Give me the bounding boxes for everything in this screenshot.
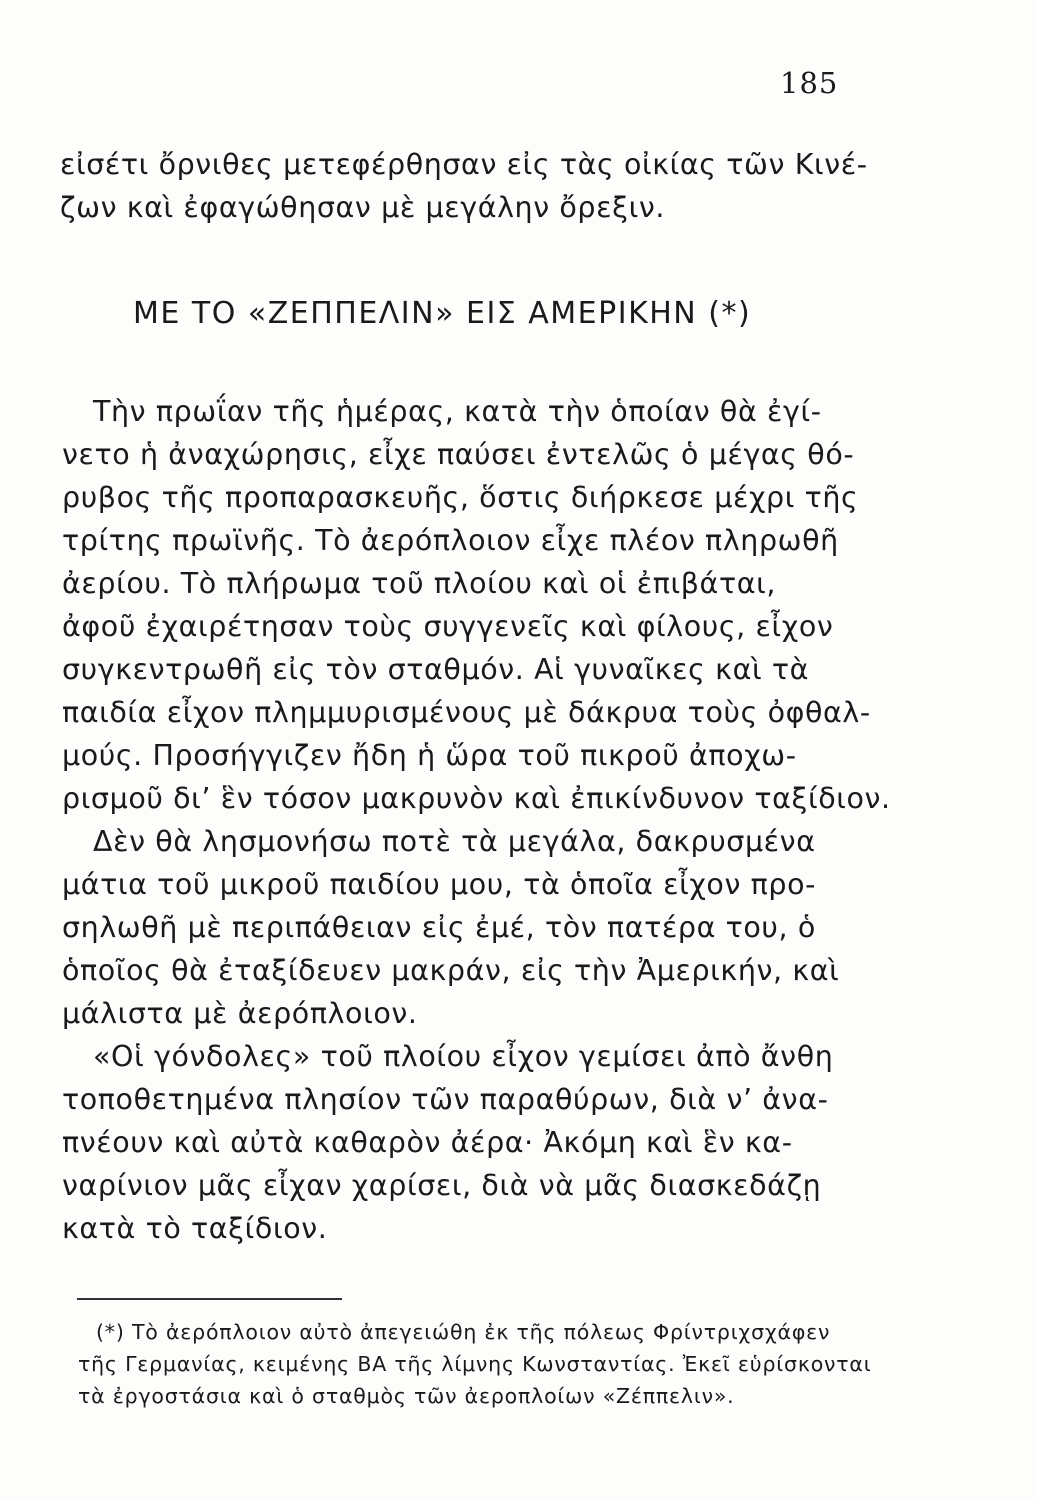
footnote-line: (*) Τὸ ἀερόπλοιον αὐτὸ ἀπεγειώθη ἐκ τῆς πόλεως Φρίντριχσχάφεν xyxy=(96,1320,831,1344)
section-heading: ΜΕ ΤΟ «ΖΕΠΠΕΛΙΝ» ΕΙΣ ΑΜΕΡΙΚΗΝ (*) xyxy=(133,296,752,331)
body-line: τρίτης πρωϊνῆς. Τὸ ἀερόπλοιον εἶχε πλέον πληρωθῆ xyxy=(62,524,839,557)
footnote-line: τὰ ἐργοστάσια καὶ ὁ σταθμὸς τῶν ἀεροπλοίων «Ζέππελιν». xyxy=(78,1384,735,1408)
body-line: ρυβος τῆς προπαρασκευῆς, ὅστις διήρκεσε μέχρι τῆς xyxy=(62,481,859,514)
page-number: 185 xyxy=(780,66,839,100)
body-line: ναρίνιον μᾶς εἶχαν χαρίσει, διὰ νὰ μᾶς διασκεδάζῃ xyxy=(62,1169,822,1202)
body-line: νετο ἡ ἀναχώρησις, εἶχε παύσει ἐντελῶς ὁ μέγας θό- xyxy=(62,438,855,471)
intro-line: εἰσέτι ὄρνιθες μετεφέρθησαν εἰς τὰς οἰκίας τῶν Κινέ- xyxy=(60,148,868,181)
body-line: μούς. Προσήγγιζεν ἤδη ἡ ὥρα τοῦ πικροῦ ἀποχω- xyxy=(62,739,797,772)
body-line: ἀφοῦ ἐχαιρέτησαν τοὺς συγγενεῖς καὶ φίλους, εἶχον xyxy=(62,610,834,643)
body-line: κατὰ τὸ ταξίδιον. xyxy=(62,1212,328,1245)
body-line: μάτια τοῦ μικροῦ παιδίου μου, τὰ ὁποῖα εἶχον προ- xyxy=(62,868,817,901)
body-line: σηλωθῆ μὲ περιπάθειαν εἰς ἐμέ, τὸν πατέρα του, ὁ xyxy=(62,911,816,944)
body-line: Τὴν πρωΐαν τῆς ἡμέρας, κατὰ τὴν ὁποίαν θὰ ἐγί- xyxy=(93,395,822,428)
footnote-rule xyxy=(77,1298,342,1300)
body-line: πνέουν καὶ αὐτὰ καθαρὸν ἀέρα· Ἀκόμη καὶ ἓν κα- xyxy=(62,1126,793,1159)
body-line: τοποθετημένα πλησίον τῶν παραθύρων, διὰ ν’ ἀνα- xyxy=(62,1083,829,1116)
body-line: ἀερίου. Τὸ πλήρωμα τοῦ πλοίου καὶ οἱ ἐπιβάται, xyxy=(62,567,776,600)
body-line: «Οἱ γόνδολες» τοῦ πλοίου εἶχον γεμίσει ἀπὸ ἄνθη xyxy=(93,1040,834,1073)
body-line: ρισμοῦ δι’ ἓν τόσον μακρυνὸν καὶ ἐπικίνδυνον ταξίδιον. xyxy=(62,782,891,815)
intro-line: ζων καὶ ἐφαγώθησαν μὲ μεγάλην ὄρεξιν. xyxy=(60,191,666,224)
body-line: ὁποῖος θὰ ἐταξίδευεν μακράν, εἰς τὴν Ἀμερικήν, καὶ xyxy=(62,954,840,987)
footnote-line: τῆς Γερμανίας, κειμένης ΒΑ τῆς λίμνης Κωνσταντίας. Ἐκεῖ εὑρίσκονται xyxy=(78,1352,872,1376)
body-line: παιδία εἶχον πλημμυρισμένους μὲ δάκρυα τοὺς ὀφθαλ- xyxy=(62,696,871,729)
body-line: μάλιστα μὲ ἀερόπλοιον. xyxy=(62,997,418,1030)
body-line: Δὲν θὰ λησμονήσω ποτὲ τὰ μεγάλα, δακρυσμένα xyxy=(93,825,816,858)
body-line: συγκεντρωθῆ εἰς τὸν σταθμόν. Αἱ γυναῖκες καὶ τὰ xyxy=(62,653,810,686)
